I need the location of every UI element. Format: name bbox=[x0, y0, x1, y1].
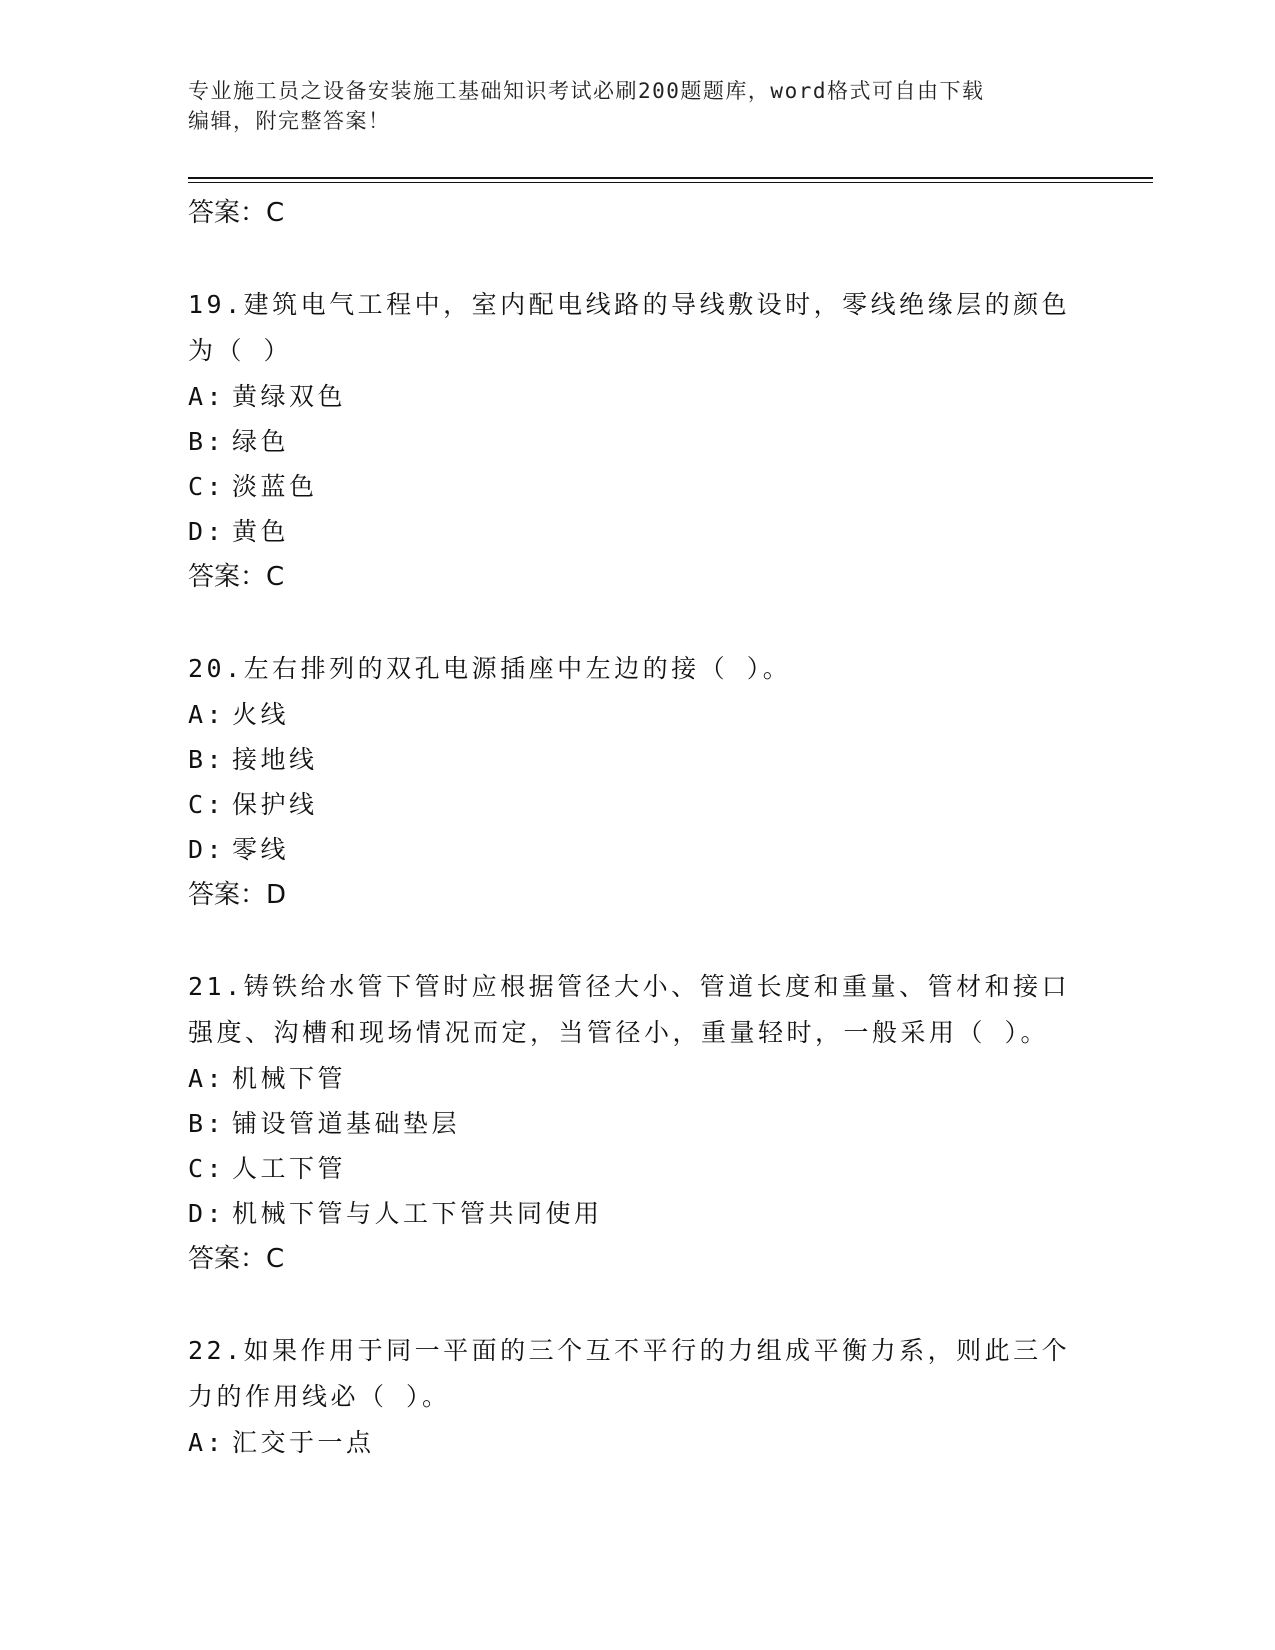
option-text: 火线 bbox=[232, 700, 290, 729]
option-c bbox=[188, 1146, 1088, 1191]
option-key: C: bbox=[188, 472, 226, 501]
option-text: 机械下管 bbox=[232, 1064, 347, 1093]
spacer bbox=[188, 236, 1088, 282]
answer-line: 答案：C bbox=[188, 1244, 285, 1274]
header-rule bbox=[188, 182, 1153, 183]
option-key: C: bbox=[188, 790, 226, 819]
answer-line: 答案：D bbox=[188, 880, 287, 910]
option-text: 黄绿双色 bbox=[232, 382, 347, 411]
question-text: 19.建筑电气工程中，室内配电线路的导线敷设时，零线绝缘层的颜色 bbox=[188, 290, 1071, 319]
option-a bbox=[188, 692, 1088, 737]
question-text: 力的作用线必（ ）。 bbox=[188, 1382, 451, 1411]
option-key: A: bbox=[188, 700, 226, 729]
option-text: 机械下管与人工下管共同使用 bbox=[232, 1199, 603, 1228]
option-key: C: bbox=[188, 1154, 226, 1183]
option-key: B: bbox=[188, 427, 226, 456]
option-c bbox=[188, 464, 1088, 509]
page-header bbox=[188, 76, 1068, 136]
option-d bbox=[188, 827, 1088, 872]
option-text: 铺设管道基础垫层 bbox=[232, 1109, 461, 1138]
option-d bbox=[188, 1191, 1088, 1236]
option-key: D: bbox=[188, 517, 226, 546]
option-b bbox=[188, 1101, 1088, 1146]
option-text: 淡蓝色 bbox=[232, 472, 318, 501]
question-text: 22.如果作用于同一平面的三个互不平行的力组成平衡力系，则此三个 bbox=[188, 1336, 1071, 1365]
header-line: 专业施工员之设备安装施工基础知识考试必刷200题题库，word格式可自由下载 bbox=[188, 79, 985, 103]
question-list bbox=[188, 190, 1088, 1465]
option-text: 接地线 bbox=[232, 745, 318, 774]
option-text: 保护线 bbox=[232, 790, 318, 819]
option-d bbox=[188, 509, 1088, 554]
question-19 bbox=[188, 282, 1088, 374]
question-21 bbox=[188, 964, 1088, 1056]
option-a bbox=[188, 374, 1088, 419]
question-text: 强度、沟槽和现场情况而定，当管径小，重量轻时，一般采用（ ）。 bbox=[188, 1018, 1050, 1047]
answer-line: 答案：C bbox=[188, 562, 285, 592]
question-20 bbox=[188, 646, 1088, 692]
question-text: 21.铸铁给水管下管时应根据管径大小、管道长度和重量、管材和接口 bbox=[188, 972, 1071, 1001]
option-b bbox=[188, 419, 1088, 464]
question-text: 20.左右排列的双孔电源插座中左边的接（ ）。 bbox=[188, 654, 792, 683]
option-text: 人工下管 bbox=[232, 1154, 347, 1183]
spacer bbox=[188, 918, 1088, 964]
option-text: 汇交于一点 bbox=[232, 1428, 375, 1457]
option-text: 零线 bbox=[232, 835, 290, 864]
answer-line: 答案：C bbox=[188, 198, 285, 228]
option-key: B: bbox=[188, 745, 226, 774]
header-rule bbox=[188, 177, 1153, 179]
header-line: 编辑，附完整答案！ bbox=[188, 109, 391, 133]
option-key: A: bbox=[188, 1064, 226, 1093]
question-text: 为（ ） bbox=[188, 336, 293, 365]
option-c bbox=[188, 782, 1088, 827]
option-key: B: bbox=[188, 1109, 226, 1138]
option-text: 绿色 bbox=[232, 427, 290, 456]
option-text: 黄色 bbox=[232, 517, 290, 546]
option-key: A: bbox=[188, 1428, 226, 1457]
option-key: D: bbox=[188, 835, 226, 864]
spacer bbox=[188, 1282, 1088, 1328]
spacer bbox=[188, 600, 1088, 646]
option-a bbox=[188, 1420, 1088, 1465]
option-b bbox=[188, 737, 1088, 782]
option-key: D: bbox=[188, 1199, 226, 1228]
option-key: A: bbox=[188, 382, 226, 411]
option-a bbox=[188, 1056, 1088, 1101]
question-22 bbox=[188, 1328, 1088, 1420]
